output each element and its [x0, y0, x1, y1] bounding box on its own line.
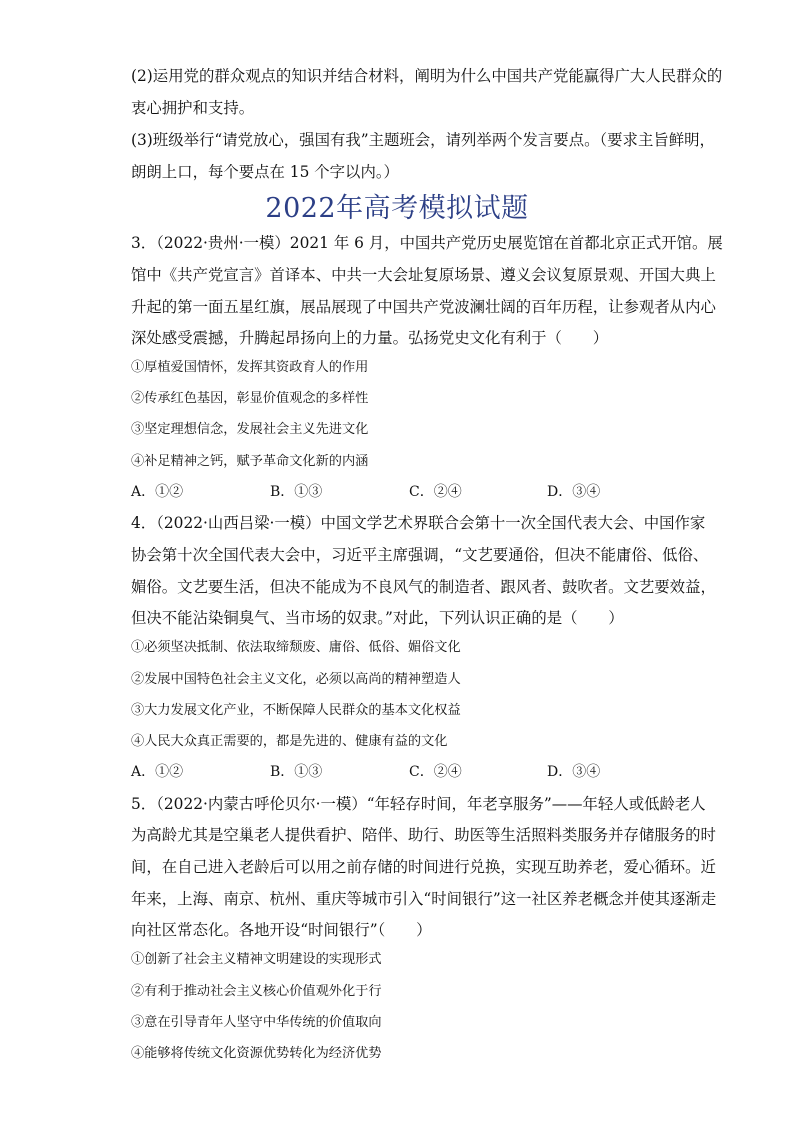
- q5-stem-line: 5．（2022·内蒙古呼伦贝尔·一模）“年轻存时间，年老享服务”——年轻人或低龄老人: [131, 795, 706, 813]
- choice-d: D．③④: [547, 764, 601, 780]
- q4-option: ④人民大众真正需要的，都是先进的、健康有益的文化: [131, 734, 448, 749]
- q5-option: ①创新了社会主义精神文明建设的实现形式: [131, 952, 382, 967]
- q4-stem-line: 媚俗。文艺要生活，但决不能成为不良风气的制造者、跟风者、鼓吹者。文艺要效益，: [131, 578, 716, 596]
- choice-b: B．①③: [270, 484, 323, 500]
- choice-b: B．①③: [270, 764, 323, 780]
- q5-option: ③意在引导青年人坚守中华传统的价值取向: [131, 1015, 382, 1030]
- q3-line-2: 朗朗上口，每个要点在 15 个字以内。）: [131, 163, 399, 181]
- q4-stem-line: 4．（2022·山西吕梁·一模）中国文学艺术界联合会第十一次全国代表大会、中国作家: [131, 514, 706, 532]
- q4-stem-line: 但决不能沾染铜臭气、当市场的奴隶。”对此，下列认识正确的是（ ）: [131, 609, 624, 627]
- choice-d: D．③④: [547, 484, 601, 500]
- q5-stem-line: 为高龄尤其是空巢老人提供看护、陪伴、助行、助医等生活照料类服务并存储服务的时: [131, 826, 716, 844]
- q3-option: ①厚植爱国情怀，发挥其资政育人的作用: [131, 360, 369, 375]
- q4-choices: [131, 762, 671, 782]
- q2-line-2: 衷心拥护和支持。: [131, 99, 255, 117]
- q5-option: ②有利于推动社会主义核心价值观外化于行: [131, 984, 382, 999]
- q5-stem-line: 间，在自己进入老龄后可以用之前存储的时间进行兑换，实现互助养老，爱心循环。近: [131, 858, 716, 876]
- q3-option: ③坚定理想信念，发展社会主义先进文化: [131, 422, 369, 437]
- q3-stem-line: 3．（2022·贵州·一模）2021 年 6 月，中国共产党历史展览馆在首都北京正式开馆。展: [131, 234, 723, 252]
- q4-option: ①必须坚决抵制、依法取缔颓废、庸俗、低俗、媚俗文化: [131, 640, 461, 655]
- q3-choices: [131, 482, 671, 502]
- choice-a: A．①②: [131, 764, 184, 780]
- q4-stem-line: 协会第十次全国代表大会中，习近平主席强调，“文艺要通俗，但决不能庸俗、低俗、: [131, 546, 709, 564]
- choice-c: C．②④: [409, 764, 462, 780]
- q3-line-1: (3)班级举行“请党放心，强国有我”主题班会，请列举两个发言要点。（要求主旨鲜明，: [131, 131, 715, 149]
- q5-option: ④能够将传统文化资源优势转化为经济优势: [131, 1046, 382, 1061]
- q3-stem-line: 馆中《共产党宣言》首译本、中共一大会址复原场景、遵义会议复原景观、开国大典上: [131, 266, 716, 284]
- choice-c: C．②④: [409, 484, 462, 500]
- q3-option: ②传承红色基因，彰显价值观念的多样性: [131, 391, 369, 406]
- q4-option: ③大力发展文化产业，不断保障人民群众的基本文化权益: [131, 703, 461, 718]
- q3-option: ④补足精神之钙，赋予革命文化新的内涵: [131, 454, 369, 469]
- q3-stem-line: 深处感受震撼，升腾起昂扬向上的力量。弘扬党史文化有利于（ ）: [131, 329, 609, 347]
- q2-line-1: (2)运用党的群众观点的知识并结合材料，阐明为什么中国共产党能赢得广大人民群众的: [131, 67, 723, 85]
- q5-stem-line: 向社区常态化。各地开设“时间银行”（ ）: [131, 921, 432, 939]
- section-title: 2022年高考模拟试题: [265, 193, 529, 224]
- q5-stem-line: 年来，上海、南京、杭州、重庆等城市引入“时间银行”这一社区养老概念并使其逐渐走: [131, 890, 717, 908]
- q4-option: ②发展中国特色社会主义文化，必须以高尚的精神塑造人: [131, 672, 461, 687]
- choice-a: A．①②: [131, 484, 184, 500]
- q3-stem-line: 升起的第一面五星红旗，展品展现了中国共产党波澜壮阔的百年历程，让参观者从内心: [131, 298, 716, 316]
